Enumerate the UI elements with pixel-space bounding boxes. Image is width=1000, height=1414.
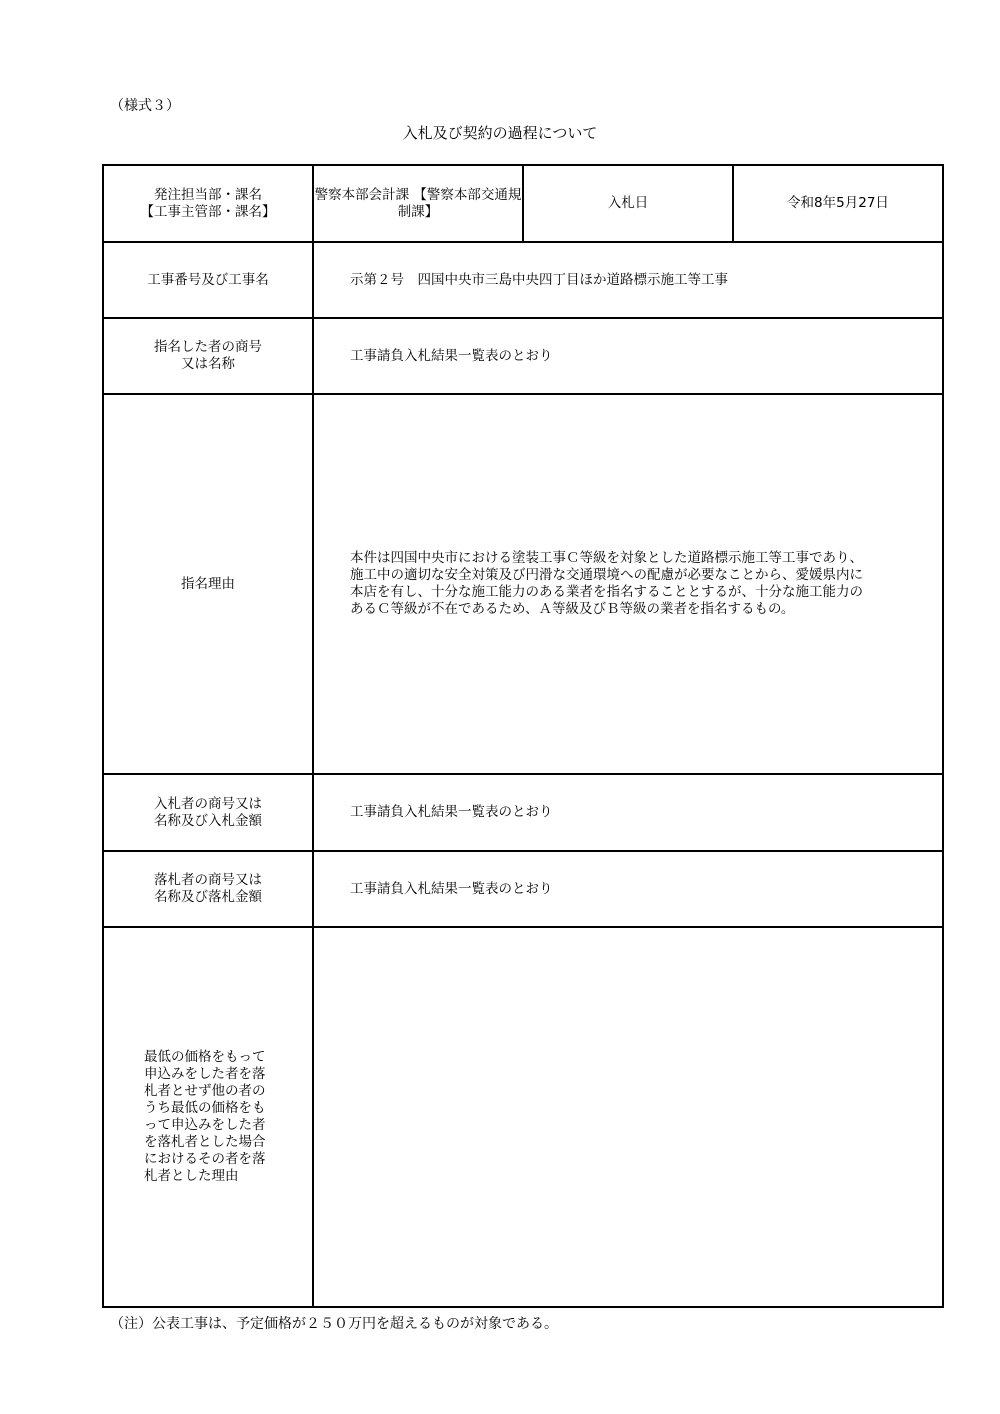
- department-value-line1: 警察本部会計課: [314, 186, 410, 203]
- bidders-label-line2: 名称及び入札金額: [154, 812, 262, 829]
- department-value-line2: 【警察本部交通規制課】: [397, 186, 522, 220]
- exception-label-line-3: 札者とせず他の者の: [144, 1083, 266, 1099]
- bidders-value: 工事請負入札結果一覧表のとおり: [313, 774, 943, 851]
- exception-label-line-6: を落札者とした場合: [144, 1134, 266, 1150]
- row-bidders: [103, 774, 943, 851]
- winner-value: 工事請負入札結果一覧表のとおり: [313, 851, 943, 927]
- bid-date-label: 入札日: [523, 165, 733, 242]
- footer-note: （注）公表工事は、予定価格が２５０万円を超えるものが対象である。: [110, 1316, 558, 1332]
- nominated-label: [103, 318, 313, 394]
- exception-label-line-2: 申込みをした者を落: [144, 1066, 266, 1082]
- bid-date-value: 令和8年5月27日: [733, 165, 943, 242]
- bidders-label: [103, 774, 313, 851]
- exception-value: [313, 927, 943, 1307]
- nominated-label-line2: 又は名称: [181, 356, 235, 372]
- department-label: [103, 165, 313, 242]
- department-label-line1: 発注担当部・課名: [154, 186, 262, 203]
- winner-label-line2: 名称及び落札金額: [154, 889, 262, 905]
- exception-label-line-1: 最低の価格をもって: [144, 1049, 266, 1065]
- row-nominated: [103, 318, 943, 394]
- nominated-label-line1: 指名した者の商号: [154, 339, 262, 355]
- row-department: [103, 165, 943, 242]
- exception-label-line-5: って申込みをした者: [144, 1117, 266, 1133]
- row-exception: [103, 927, 943, 1307]
- reason-line-2: 施工中の適切な安全対策及び円滑な交通環境への配慮が必要なことから、愛媛県内に: [350, 567, 863, 583]
- bidders-label-line1: 入札者の商号又は: [154, 795, 262, 812]
- department-value: [313, 165, 523, 242]
- winner-label: [103, 851, 313, 927]
- row-reason: [103, 394, 943, 774]
- reason-label: 指名理由: [103, 394, 313, 774]
- project-label: 工事番号及び工事名: [103, 242, 313, 318]
- department-label-line2: 【工事主管部・課名】: [140, 203, 276, 220]
- exception-label-line-8: 札者とした理由: [144, 1168, 239, 1184]
- project-value: 示第２号 四国中央市三島中央四丁目ほか道路標示施工等工事: [313, 242, 943, 318]
- exception-label-line-7: におけるその者を落: [144, 1151, 266, 1167]
- process-table: [102, 164, 944, 1308]
- reason-line-4: あるＣ等級が不在であるため、Ａ等級及びＢ等級の業者を指名するもの。: [350, 601, 795, 617]
- exception-label: [103, 927, 313, 1307]
- reason-line-3: 本店を有し、十分な施工能力のある業者を指名することとするが、十分な施工能力の: [350, 584, 863, 600]
- row-winner: [103, 851, 943, 927]
- winner-label-line1: 落札者の商号又は: [154, 872, 262, 888]
- reason-line-1: 本件は四国中央市における塗装工事Ｃ等級を対象とした道路標示施工等工事であり、: [350, 550, 863, 566]
- nominated-value: 工事請負入札結果一覧表のとおり: [313, 318, 943, 394]
- reason-value: [313, 394, 943, 774]
- document-title: 入札及び契約の過程について: [402, 124, 598, 142]
- exception-label-line-4: うち最低の価格をも: [144, 1100, 266, 1116]
- row-project: [103, 242, 943, 318]
- form-number: （様式３）: [110, 98, 180, 114]
